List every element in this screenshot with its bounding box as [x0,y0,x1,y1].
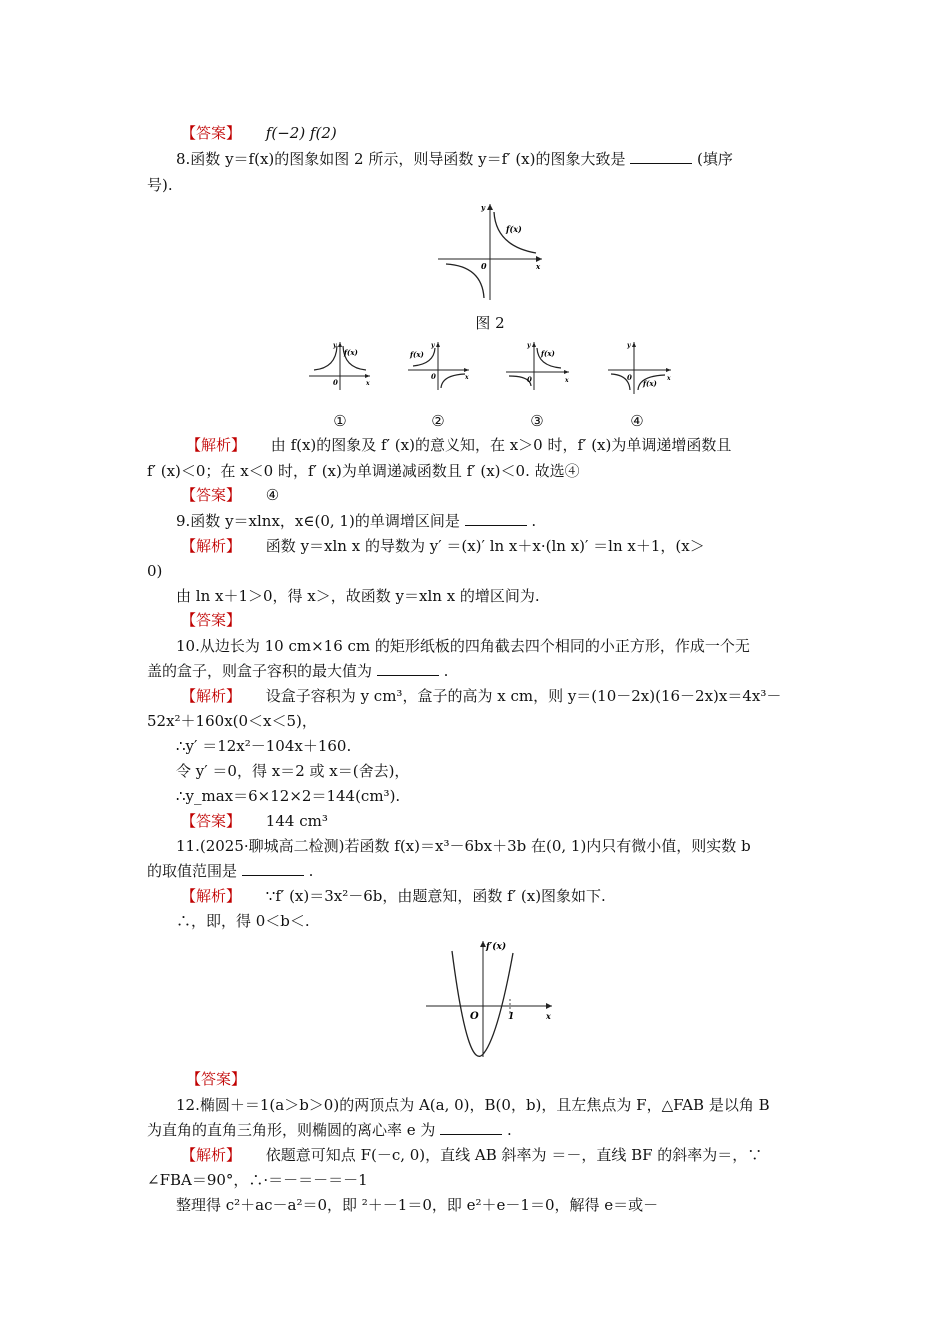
question-10-text: 盖的盒子，则盒子容积的最大值为 [147,662,373,680]
curve-left [314,346,337,370]
fx-label: f(x) [506,224,522,234]
solution-9-line-3: 由 ln x＋1＞0，得 x＞，故函数 y＝xln x 的增区间为. [176,587,540,605]
solution-11-line-2: ∴，即，得 0＜b＜. [176,912,310,930]
solution-tag: 【解析】 [181,1146,242,1164]
question-8-line-1 [176,149,733,169]
question-11-end: . [308,862,314,880]
solution-8-text: 由 f(x)的图象及 f′ (x)的意义知，在 x＞0 时，f′ (x)为单调递增函数且 [270,436,732,454]
x-label: x [366,380,370,387]
option-1-label: ① [333,412,347,430]
answer-11-line [186,1069,246,1089]
fx-label: f(x) [344,348,358,357]
fprime-graph [420,935,560,1060]
x-label: x [546,1011,551,1021]
y-label: y [527,342,531,349]
one-label: 1 [508,1012,515,1022]
answer-tag: 【答案】 [181,611,242,629]
question-9-line [176,511,536,531]
answer-tag: 【答案】 [181,486,242,504]
question-11-line-1: 11.(2025·聊城高二检测)若函数 f(x)＝x³－6bx＋3b 在(0, 1)内只有微小值，则实数 b [176,837,751,855]
answer-8-text: ④ [265,486,280,504]
question-8-text: 8.函数 y＝f(x)的图象如图 2 所示，则导函数 y＝f′ (x)的图象大致是 [176,150,626,168]
fx-left-branch [446,264,484,298]
answer-tag: 【答案】 [186,1070,247,1088]
answer-blank [465,513,527,526]
solution-10-line-2: 52x²＋160x(0＜x＜5)， [147,712,317,730]
question-12-line-1: 12.椭圆＋＝1(a＞b＞0)的两顶点为 A(a, 0)，B(0，b)，且左焦点为 F，△FAB 是以角 B [176,1096,770,1114]
question-12-text: 为直角的直角三角形，则椭圆的离心率 e 为 [147,1121,436,1139]
curve-right [441,374,465,388]
answer-blank [242,863,304,876]
solution-12-line-2: ∠FBA＝90°，∴·＝－＝－＝－1 [147,1171,368,1189]
answer-blank [377,663,439,676]
question-8-text-end: (填序 [697,150,733,168]
fx-label: f(x) [541,349,555,358]
solution-tag: 【解析】 [181,887,242,905]
question-10-end: . [443,662,449,680]
y-label: y [481,203,486,212]
question-11-text: 的取值范围是 [147,862,238,880]
question-12-line-2 [147,1120,512,1140]
x-label: x [536,262,541,271]
option-4-label: ④ [630,412,644,430]
solution-10-line-1 [181,686,781,706]
solution-12-line-3: 整理得 c²＋ac－a²＝0，即 ²＋－1＝0，即 e²＋e－1＝0，解得 e＝或－ [176,1196,659,1214]
solution-8-line-1 [186,435,731,455]
answer-9-line [181,610,241,630]
answer-tag: 【答案】 [181,812,242,830]
option-3-label: ③ [530,412,544,430]
question-11-line-2 [147,861,313,881]
fx-label: f(x) [410,350,424,359]
solution-tag: 【解析】 [181,687,242,705]
origin-label: 0 [527,375,532,384]
solution-10-text: 设盒子容积为 y cm³，盒子的高为 x cm，则 y＝(10－2x)(16－2x)x＝4x³－ [265,687,782,705]
solution-10-line-4: 令 y′ ＝0，得 x＝2 或 x＝(舍去)， [176,762,410,780]
fprime-label: f′(x) [486,942,507,952]
option-2-label: ② [431,412,445,430]
solution-9-line-2: 0) [147,562,163,580]
origin-label: 0 [481,261,487,271]
x-label: x [465,374,469,381]
answer-7-line [181,123,337,143]
solution-12-line-1 [181,1145,762,1165]
question-10-line-2 [147,661,448,681]
question-9-end: . [531,512,537,530]
x-label: x [667,375,671,382]
solution-11-text: ∵f′ (x)＝3x²－6b，由题意知，函数 f′ (x)图象如下. [265,887,606,905]
answer-10-line [181,811,328,831]
y-label: y [627,342,631,349]
y-label: y [431,342,435,349]
origin-label: 0 [431,372,436,381]
origin-label: 0 [333,378,338,387]
solution-10-line-5: ∴y_max＝6×12×2＝144(cm³). [176,787,401,805]
solution-9-text: 函数 y＝xln x 的导数为 y′ ＝(x)′ ln x＋x·(ln x)′ ＝ln x＋1，(x＞ [265,537,705,555]
x-axis-arrow [546,1003,552,1009]
y-axis-arrow [487,204,493,210]
origin-label: 0 [627,373,632,382]
y-label: y [333,342,337,349]
question-12-end: . [506,1121,512,1139]
fx-label: f(x) [643,379,657,388]
solution-tag: 【解析】 [181,537,242,555]
solution-11-line-1 [181,886,606,906]
answer-7-text: f(−2) f(2) [265,124,337,142]
question-9-text: 9.函数 y＝xlnx，x∈(0, 1)的单调增区间是 [176,512,460,530]
answer-blank [630,151,692,164]
figure-2-graph [432,200,550,305]
origin-label: O [470,1011,479,1022]
solution-10-line-3: ∴y′ ＝12x²－104x＋160. [176,737,352,755]
question-10-line-1: 10.从边长为 10 cm×16 cm 的矩形纸板的四角截去四个相同的小正方形，作成一个无 [176,637,750,655]
option-2-graph [405,340,473,392]
option-4-graph [605,340,675,396]
solution-tag: 【解析】 [186,436,247,454]
question-8-line-2: 号). [147,176,173,194]
solution-12-text: 依题意可知点 F(－c, 0)，直线 AB 斜率为 ＝－，直线 BF 的斜率为＝，∵ [265,1146,763,1164]
option-1-graph [306,340,374,392]
answer-8-line [181,485,279,505]
option-3-graph [503,340,573,392]
answer-blank [440,1122,502,1135]
answer-10-text: 144 cm³ [265,812,328,830]
figure-2-caption: 图 2 [475,314,505,332]
x-label: x [565,377,569,384]
solution-9-line-1 [181,536,705,556]
solution-8-line-2: f′ (x)＜0；在 x＜0 时，f′ (x)为单调递减函数且 f′ (x)＜0. 故选④ [147,462,580,480]
answer-tag: 【答案】 [181,124,242,142]
